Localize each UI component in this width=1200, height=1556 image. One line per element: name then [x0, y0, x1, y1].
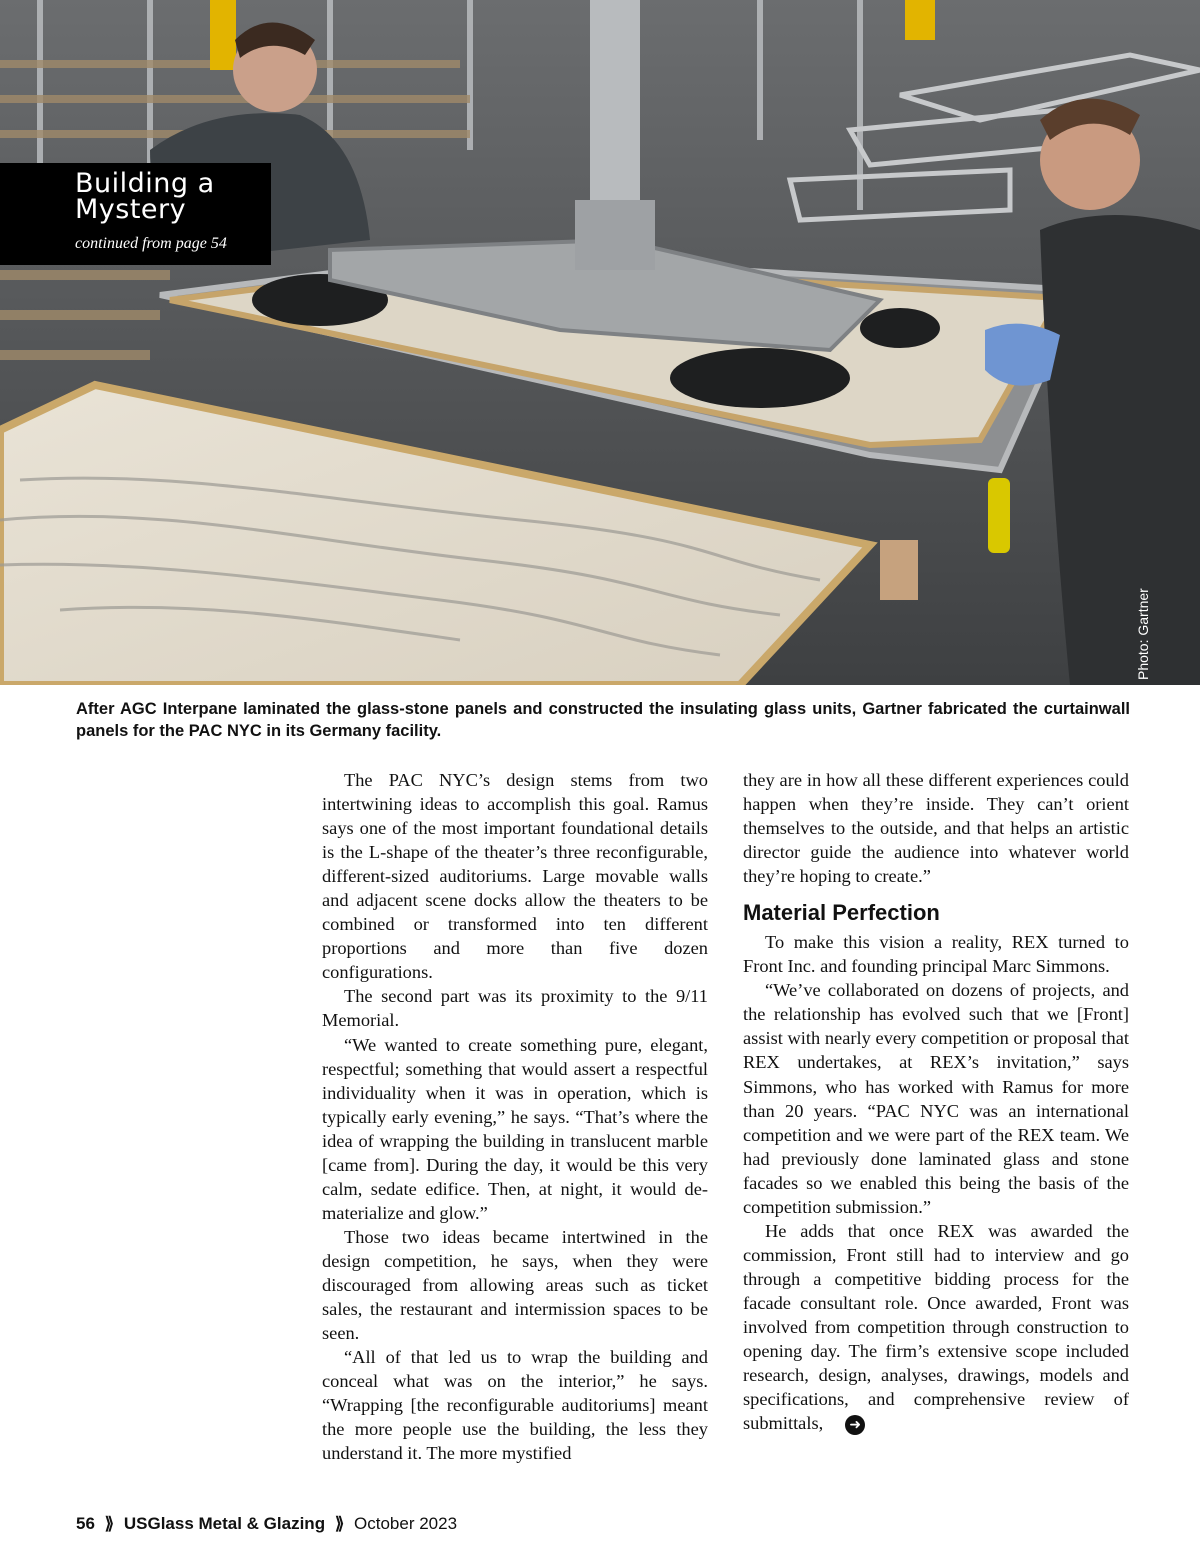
article-column-1: [322, 768, 708, 1465]
magazine-name: USGlass Metal & Glazing: [123, 1514, 326, 1533]
paragraph-text: He adds that once REX was awarded the commission, Front still had to interview and go through a competitive bidding process for the facade consultant role. Once awarded, Front was involved from competition through construction to opening day. The firm’s extensive scope included research, design, analyses, drawings, models and specifications, and comprehensive review of submittals,: [743, 1220, 1129, 1434]
paragraph: Those two ideas became intertwined in the design competition, he says, when they were discouraged from allowing areas such as ticket sales, the restaurant and intermission spaces to be seen.: [322, 1226, 708, 1344]
paragraph-last: [743, 1219, 1129, 1435]
photo-credit: Photo: Gartner: [1135, 588, 1151, 680]
paragraph: “We’ve collaborated on dozens of projects, and the relationship has evolved such that we [Front] assist with nearly every competition or proposal that REX undertakes, at REX’s invitation,” says Simmons, who has worked with Ramus for more than 20 years. “PAC NYC was an international competition and we were part of the REX team. We had previously done laminated glass and stone facades so we enabled this being the basis of the competition submission.”: [743, 980, 1129, 1217]
arrow-right-circle-icon[interactable]: ➜: [845, 1415, 865, 1435]
feature-photo: [0, 0, 1200, 685]
footer-separator: ⟫: [104, 1514, 115, 1533]
issue-date: October 2023: [354, 1514, 458, 1533]
paragraph: “All of that led us to wrap the building and conceal what was on the interior,” he says. “Wrapping [the reconfigurable auditoriums] meant the more people use the building, the less they understand it. The more mystified: [322, 1347, 708, 1464]
continued-from-note: continued from page 54: [75, 235, 227, 252]
section-title-line2: Mystery: [75, 194, 187, 225]
subhead: Material Perfection: [743, 900, 940, 926]
paragraph: they are in how all these different experiences could happen when they’re inside. They can’t orient themselves to the outside, and that helps an artistic director guide the audience into whatever world they’re hoping to create.”: [743, 770, 1129, 887]
paragraph: The PAC NYC’s design stems from two intertwining ideas to accomplish this goal. Ramus says one of the most important foundational details is the L-shape of the theater’s three reconfigurable, different-sized auditoriums. Large movable walls and adjacent scene docks allow the theaters to be combined or transformed into ten different proportions and more than five dozen configurations.: [322, 770, 708, 983]
section-title: [75, 168, 265, 225]
photo-caption: After AGC Interpane laminated the glass-stone panels and constructed the insulating glass units, Gartner fabricated the curtainwall panels for the PAC NYC in its Germany facility.: [76, 700, 1130, 740]
page-footer: [76, 1511, 776, 1537]
article-column-2: [743, 768, 1129, 1435]
factory-scene-illustration: [0, 0, 1200, 685]
paragraph: To make this vision a reality, REX turned to Front Inc. and founding principal Marc Simmons.: [743, 932, 1129, 977]
paragraph: “We wanted to create something pure, elegant, respectful; something that would assert a respectful individuality when it was in operation, which is typically early evening,” he says. “That’s where the idea of wrapping the building in translucent marble [came from]. During the day, it would be this very calm, sedate edifice. Then, at night, it would de-materialize and glow.”: [322, 1034, 708, 1223]
section-tag: [0, 163, 271, 265]
page-number: 56: [76, 1514, 95, 1533]
paragraph: The second part was its proximity to the 9/11 Memorial.: [322, 986, 708, 1031]
footer-separator: ⟫: [334, 1514, 345, 1533]
section-title-line1: Building a: [75, 168, 215, 199]
